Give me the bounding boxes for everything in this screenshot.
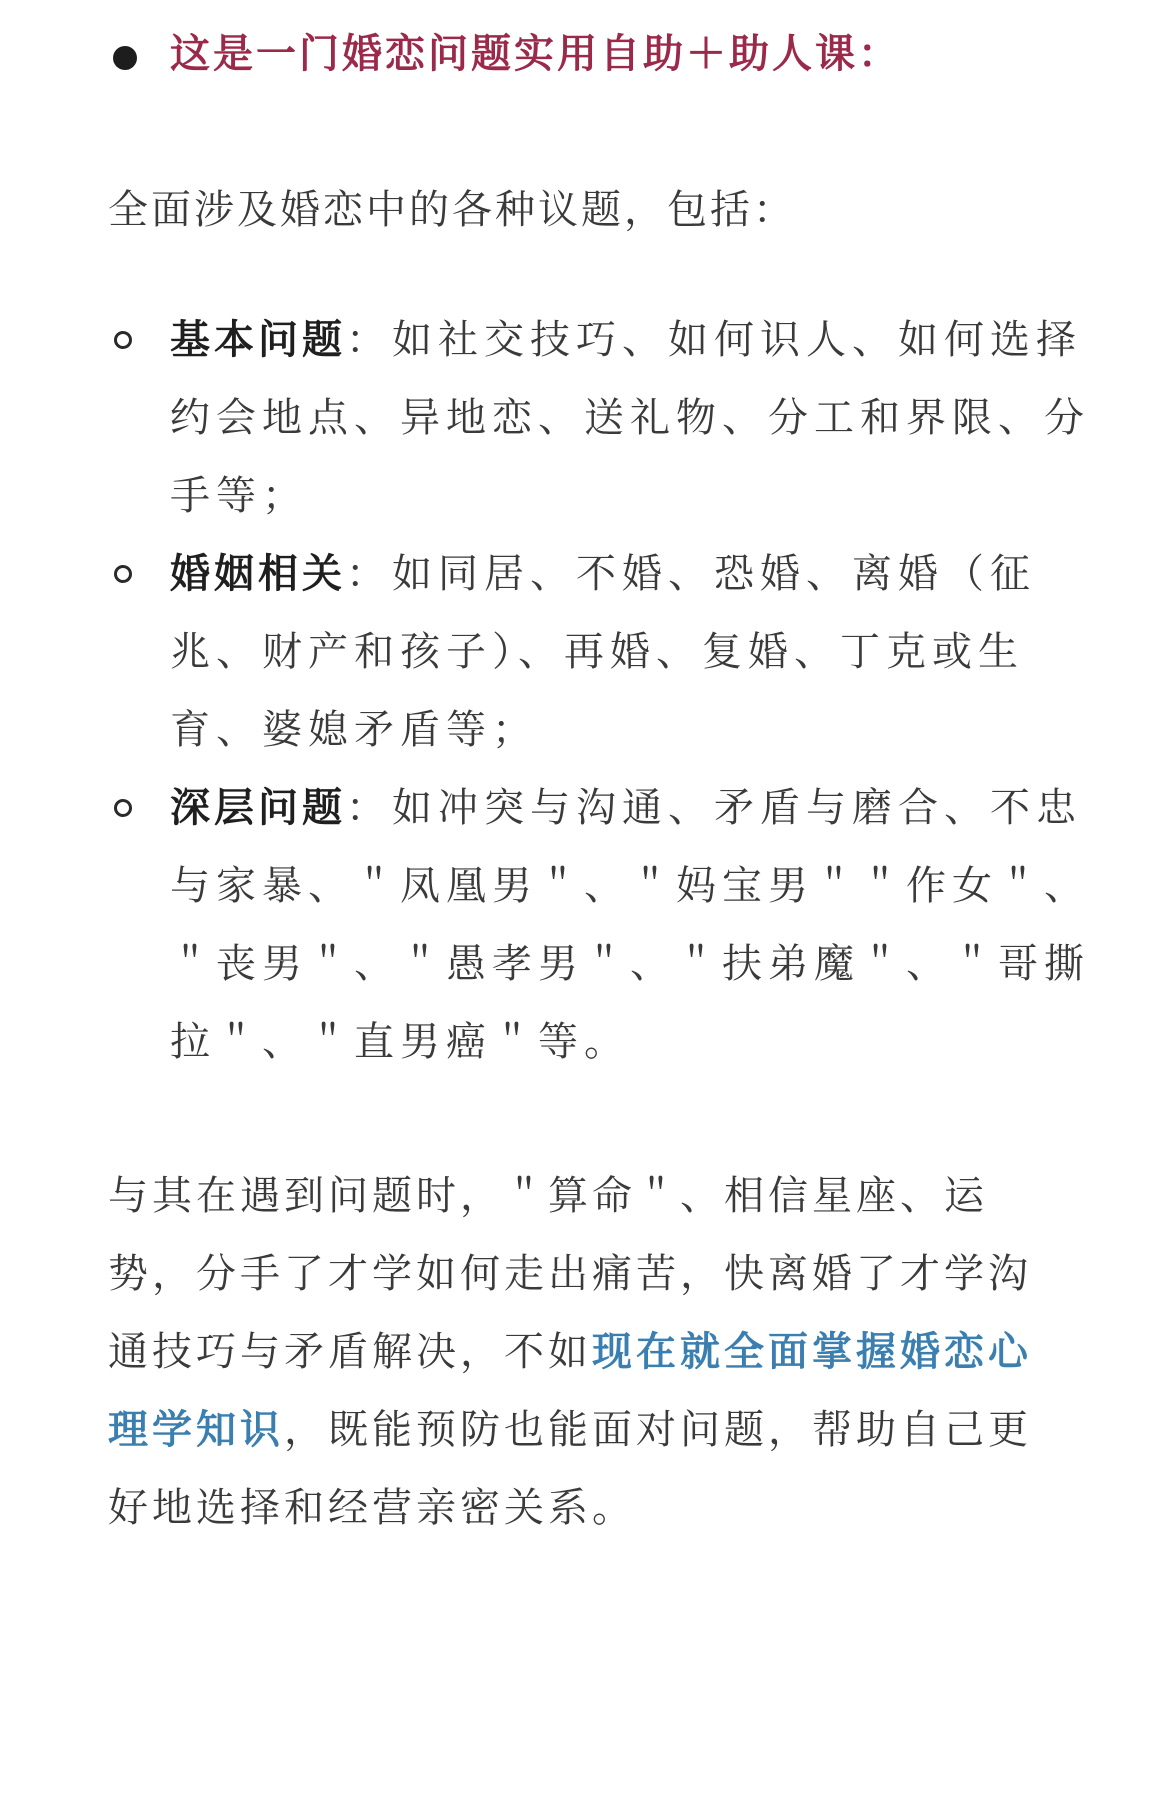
highlight-text: 理学知识 [108, 1407, 284, 1453]
closing-line [108, 1320, 1032, 1384]
topic-line [170, 542, 1036, 606]
topic-line: 兆、财产和孩子）、再婚、复婚、丁克或生 [170, 629, 1024, 675]
bullet-dot-icon [113, 46, 137, 70]
topic-title: 深层问题 [170, 785, 346, 831]
closing-line [108, 1398, 1032, 1462]
closing-text: 通技巧与矛盾解决，不如 [108, 1329, 592, 1375]
intro-text: 全面涉及婚恋中的各种议题，包括： [108, 187, 796, 233]
topic-separator: ： [346, 785, 392, 831]
topic-line: 与家暴、＂凤凰男＂、＂妈宝男＂＂作女＂、 [170, 863, 1090, 909]
highlight-text: 现在就全面掌握婚恋心 [592, 1329, 1032, 1375]
bullet-ring-icon [114, 799, 132, 817]
topic-text: 如同居、不婚、恐婚、离婚（征 [392, 551, 1036, 597]
topic-title: 基本问题 [170, 317, 346, 363]
bullet-ring-icon [114, 331, 132, 349]
topic-text: 如冲突与沟通、矛盾与磨合、不忠 [392, 785, 1082, 831]
topic-line: 育、婆媳矛盾等； [170, 707, 538, 753]
closing-line: 好地选择和经营亲密关系。 [108, 1485, 636, 1531]
closing-text: ，既能预防也能面对问题，帮助自己更 [284, 1407, 1032, 1453]
closing-line: 势，分手了才学如何走出痛苦，快离婚了才学沟 [108, 1251, 1032, 1297]
topic-line [170, 776, 1082, 840]
topic-line: 手等； [170, 473, 308, 519]
headline-item [0, 22, 1170, 86]
closing-line: 与其在遇到问题时，＂算命＂、相信星座、运 [108, 1173, 988, 1219]
topic-line: 约会地点、异地恋、送礼物、分工和界限、分 [170, 395, 1090, 441]
topic-separator: ： [346, 551, 392, 597]
topic-title: 婚姻相关 [170, 551, 346, 597]
topic-separator: ： [346, 317, 392, 363]
headline-text: 这是一门婚恋问题实用自助＋助人课： [170, 31, 901, 77]
topic-text: 如社交技巧、如何识人、如何选择 [392, 317, 1082, 363]
topic-line [170, 308, 1082, 372]
topic-line: 拉＂、＂直男癌＂等。 [170, 1019, 630, 1065]
bullet-ring-icon [114, 565, 132, 583]
topic-line: ＂丧男＂、＂愚孝男＂、＂扶弟魔＂、＂哥撕 [170, 941, 1090, 987]
